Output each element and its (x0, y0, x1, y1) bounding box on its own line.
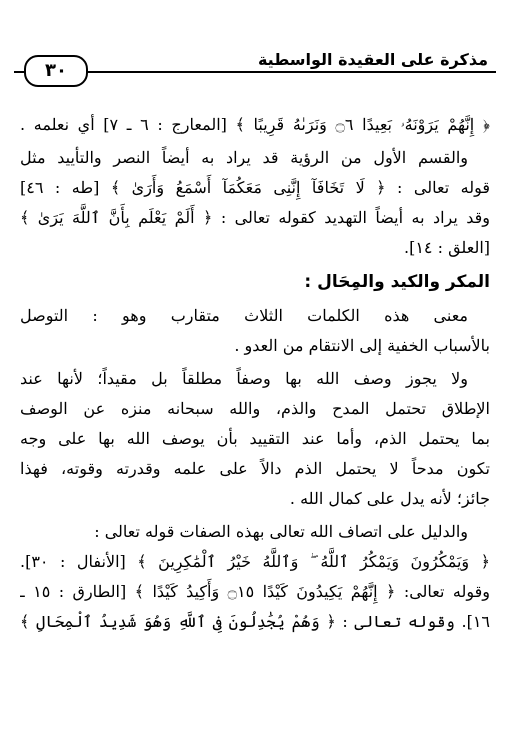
text-line: ١٦]. وقوله تعالى : ﴿ وَهُمْ يُجَٰدِلُونَ فِى ٱللَّهِ وَهُوَ شَدِيدُ ٱلْمِحَالِ ﴾ (20, 612, 490, 631)
text-line: الإطلاق تحتمل المدح والذم، والله سبحانه منزه عن الوصف (20, 399, 490, 418)
text-line: قوله تعالى : ﴿ لَا تَخَافَآ إِنَّنِى مَعَكُمَآ أَسْمَعُ وَأَرَىٰ ﴾ [طه : ٤٦] (20, 178, 490, 197)
text-line: بالأسباب الخفية إلى الانتقام من العدو . (234, 336, 490, 355)
text-line: [العلق : ١٤]. (404, 238, 490, 257)
page-header (14, 50, 496, 80)
text-line: ﴿ إِنَّهُمْ يَرَوْنَهُۥ بَعِيدًا ۝٦ وَنَرَىٰهُ قَرِيبًا ﴾ [المعارج : ٦ ـ ٧] أي نعلمه . (20, 115, 490, 134)
text-line: ولا يجوز وصف الله بها وصفاً مطلقاً بل مقيداً؛ لأنها عند (20, 369, 468, 388)
text-line: معنى هذه الكلمات الثلاث متقارب وهو : التوصل (20, 306, 468, 325)
text-line: وقد يراد به أيضاً التهديد كقوله تعالى : ﴿ أَلَمْ يَعْلَم بِأَنَّ ٱللَّهَ يَرَىٰ ﴾ (20, 208, 490, 227)
text-line: جائز؛ لأنه يدل على كمال الله . (289, 489, 490, 508)
section-heading: المكر والكيد والمِحَال : (304, 272, 490, 292)
book-title: مذكرة على العقيدة الواسطية (257, 50, 488, 69)
text-line: وقوله تعالى: ﴿ إِنَّهُمْ يَكِيدُونَ كَيْدًا ۝١٥ وَأَكِيدُ كَيْدًا ﴾ [الطارق : ١٥ ـ (20, 582, 490, 601)
text-line: والدليل على اتصاف الله تعالى بهذه الصفات قوله تعالى : (94, 522, 468, 541)
text-line: تكون مدحاً لا يحتمل الذم دالاً على علمه وقدرته وقوته، فهذا (20, 459, 490, 478)
quran-verse-line: ﴿ وَيَمْكُرُونَ وَيَمْكُرُ ٱللَّهُ ۖ وَٱللَّهُ خَيْرُ ٱلْمَٰكِرِينَ ﴾ [الأنفال : ٣٠]. (20, 552, 490, 571)
text-line: والقسم الأول من الرؤية قد يراد به أيضاً النصر والتأييد مثل (20, 148, 468, 167)
text-line: بما يحتمل الذم، وأما عند التقييد بأن يوصف الله بها على وجه (20, 429, 490, 448)
page-body (20, 110, 490, 637)
page-number: ٣٠ (24, 55, 88, 87)
